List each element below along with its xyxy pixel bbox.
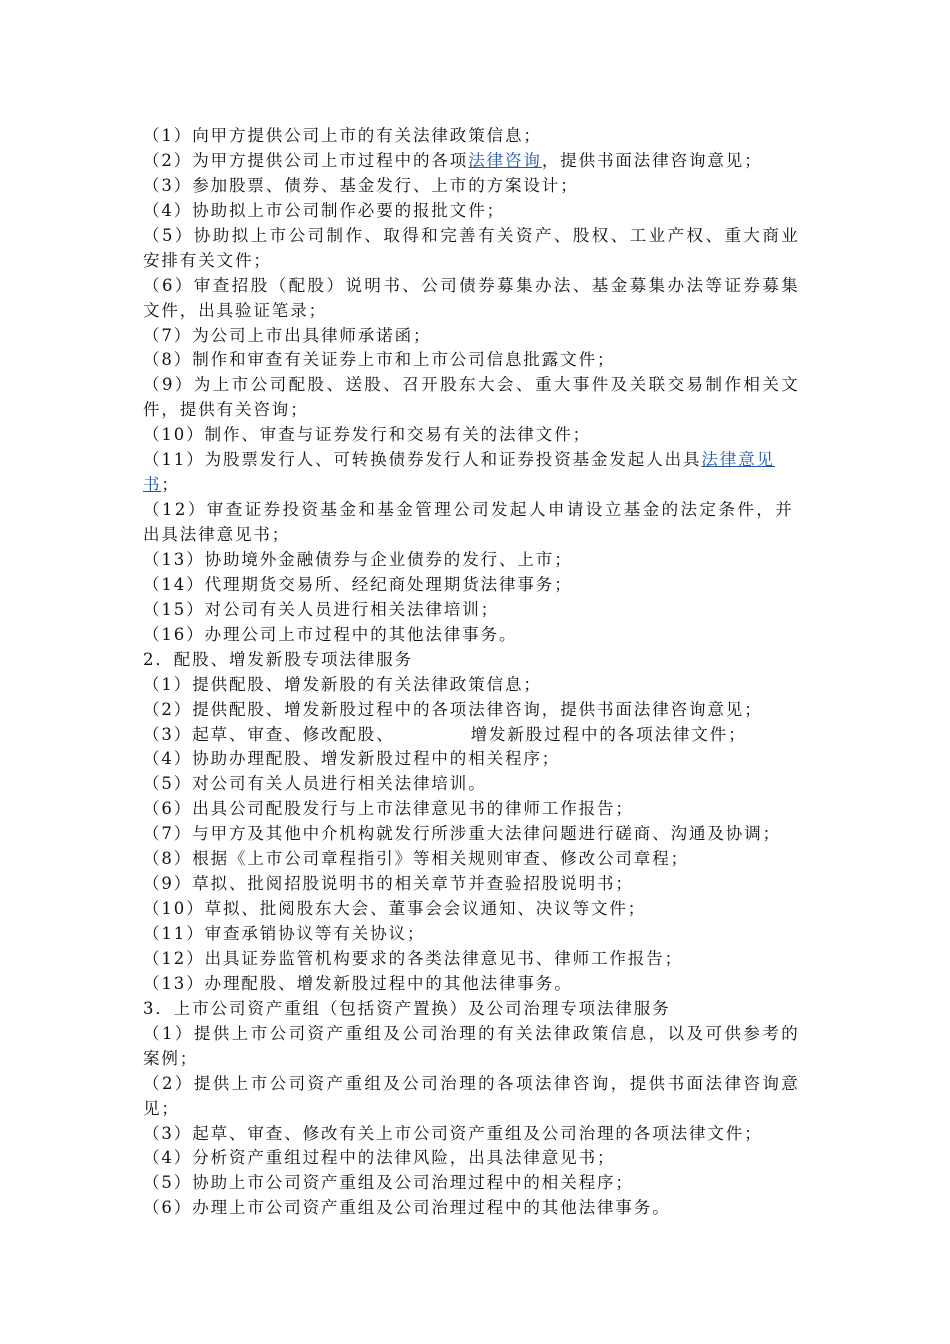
list-item: （1）提供配股、增发新股的有关法律政策信息； bbox=[143, 674, 542, 694]
list-item-text: ，提供书面法律咨询意见； bbox=[541, 150, 763, 170]
list-item-continuation: 出具法律意见书； bbox=[143, 525, 291, 544]
list-item-continuation bbox=[143, 473, 811, 498]
list-item: （6）办理上市公司资产重组及公司治理过程中的其他法律事务。 bbox=[143, 1198, 671, 1218]
list-item: （3）起草、审查、修改有关上市公司资产重组及公司治理的各项法律文件； bbox=[143, 1123, 763, 1143]
list-item: （6）审查招股（配股）说明书、公司债券募集办法、基金募集办法等证券募集 bbox=[143, 275, 801, 295]
list-item-continuation: 件，提供有关咨询； bbox=[143, 400, 309, 420]
list-item: （10）草拟、批阅股东大会、董事会会议通知、决议等文件； bbox=[143, 899, 647, 919]
list-item-text: （3）起草、审查、修改配股、 bbox=[143, 724, 395, 744]
list-item: （12）审查证券投资基金和基金管理公司发起人申请设立基金的法定条件，并 bbox=[143, 500, 795, 520]
list-item: （5）对公司有关人员进行相关法律培训。 bbox=[143, 774, 487, 794]
list-item-text: （11）为股票发行人、可转换债券发行人和证券投资基金发起人出具 bbox=[143, 450, 702, 470]
list-item-continuation: 文件，出具验证笔录； bbox=[143, 300, 327, 320]
legal-opinion-link[interactable]: 法律意见 bbox=[701, 450, 776, 470]
list-item: （9）为上市公司配股、送股、召开股东大会、重大事件及关联交易制作相关文 bbox=[143, 375, 801, 395]
list-item: （7）与甲方及其他中介机构就发行所涉重大法律问题进行磋商、沟通及协调； bbox=[143, 824, 781, 844]
list-item: （4）协助拟上市公司制作必要的报批文件； bbox=[143, 200, 505, 220]
section-heading: 3．上市公司资产重组（包括资产置换）及公司治理专项法律服务 bbox=[143, 998, 671, 1018]
legal-consulting-link[interactable]: 法律咨询 bbox=[468, 150, 542, 170]
list-item: （2）提供上市公司资产重组及公司治理的各项法律咨询，提供书面法律咨询意 bbox=[143, 1073, 801, 1093]
list-item: （14）代理期货交易所、经纪商处理期货法律事务； bbox=[143, 574, 573, 594]
list-item: （6）出具公司配股发行与上市法律意见书的律师工作报告； bbox=[143, 799, 634, 819]
list-item: （13）协助境外金融债券与企业债券的发行、上市； bbox=[143, 549, 573, 569]
list-item: （13）办理配股、增发新股过程中的其他法律事务。 bbox=[143, 973, 573, 993]
list-item-text: ； bbox=[161, 475, 180, 495]
list-item-continuation: 安排有关文件； bbox=[143, 250, 272, 270]
list-item: （15）对公司有关人员进行相关法律培训； bbox=[143, 599, 499, 619]
list-item: （10）制作、审查与证券发行和交易有关的法律文件； bbox=[143, 425, 591, 445]
list-item: （4）协助办理配股、增发新股过程中的相关程序； bbox=[143, 749, 561, 769]
list-item: （5）协助拟上市公司制作、取得和完善有关资产、股权、工业产权、重大商业 bbox=[143, 225, 801, 245]
list-item: （3）参加股票、债券、基金发行、上市的方案设计； bbox=[143, 175, 579, 195]
section-heading: 2．配股、增发新股专项法律服务 bbox=[143, 649, 413, 669]
list-item: （11）审查承销协议等有关协议； bbox=[143, 924, 426, 943]
list-item: （9）草拟、批阅招股说明书的相关章节并查验招股说明书； bbox=[143, 874, 634, 894]
list-item bbox=[143, 149, 811, 174]
list-item-continuation: 见； bbox=[143, 1098, 180, 1118]
list-item: （8）制作和审查有关证券上市和上市公司信息批露文件； bbox=[143, 350, 616, 370]
list-item: （4）分析资产重组过程中的法律风险，出具法律意见书； bbox=[143, 1148, 616, 1168]
list-item-text: （2）为甲方提供公司上市过程中的各项 bbox=[143, 150, 469, 170]
list-item: （5）协助上市公司资产重组及公司治理过程中的相关程序； bbox=[143, 1173, 634, 1193]
legal-opinion-link-continued[interactable]: 书 bbox=[143, 475, 162, 495]
list-item-continuation: 案例； bbox=[143, 1048, 199, 1068]
list-item: （12）出具证券监管机构要求的各类法律意见书、律师工作报告； bbox=[143, 948, 683, 968]
list-item bbox=[143, 723, 811, 748]
list-item-text: 增发新股过程中的各项法律文件； bbox=[470, 724, 747, 744]
list-item: （1）提供上市公司资产重组及公司治理的有关法律政策信息，以及可供参考的 bbox=[143, 1023, 801, 1043]
list-item: （2）提供配股、增发新股过程中的各项法律咨询，提供书面法律咨询意见； bbox=[143, 699, 763, 719]
list-item bbox=[143, 448, 811, 473]
list-item: （16）办理公司上市过程中的其他法律事务。 bbox=[143, 624, 518, 644]
list-item: （7）为公司上市出具律师承诺函； bbox=[143, 325, 432, 345]
list-item: （1）向甲方提供公司上市的有关法律政策信息； bbox=[143, 126, 542, 145]
list-item: （8）根据《上市公司章程指引》等相关规则审查、修改公司章程； bbox=[143, 849, 689, 869]
document-body bbox=[143, 124, 811, 1221]
